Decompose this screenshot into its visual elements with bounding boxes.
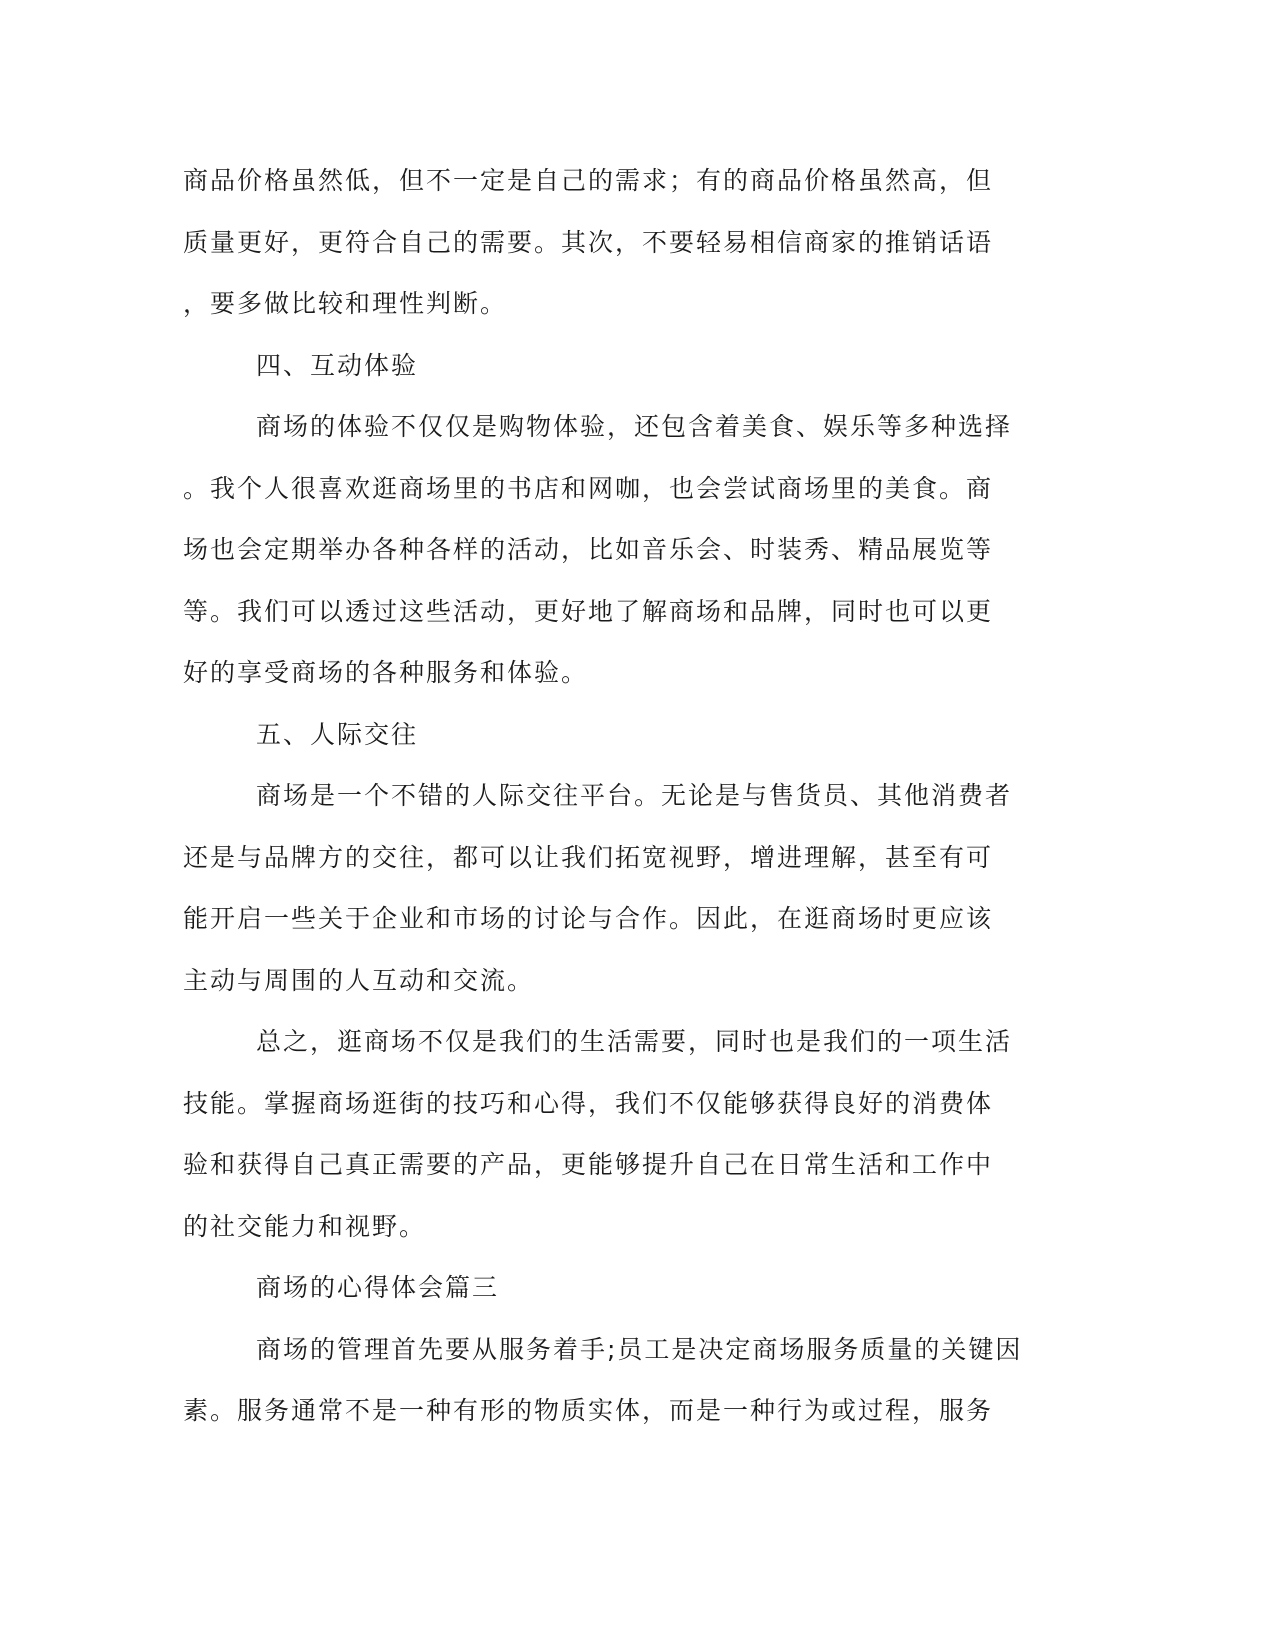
text-line: 素。服务通常不是一种有形的物质实体，而是一种行为或过程，服务 xyxy=(183,1396,994,1425)
text-line: 还是与品牌方的交往，都可以让我们拓宽视野，增进理解，甚至有可 xyxy=(183,842,994,872)
text-line: 四、互动体验 xyxy=(256,350,419,380)
text-line: 五、人际交往 xyxy=(256,719,419,749)
text-line: 商场是一个不错的人际交往平台。无论是与售货员、其他消费者 xyxy=(256,781,1013,810)
document-body xyxy=(183,158,1043,1450)
text-line: 等。我们可以透过这些活动，更好地了解商场和品牌，同时也可以更 xyxy=(183,596,994,626)
text-line: 商场的体验不仅仅是购物体验，还包含着美食、娱乐等多种选择 xyxy=(256,412,1013,441)
text-line: 的社交能力和视野。 xyxy=(183,1211,427,1241)
text-line: 商场的心得体会篇三 xyxy=(256,1273,500,1302)
text-line: 。我个人很喜欢逛商场里的书店和网咖，也会尝试商场里的美食。商 xyxy=(183,473,994,503)
text-line: ，要多做比较和理性判断。 xyxy=(183,289,508,318)
text-line: 主动与周围的人互动和交流。 xyxy=(183,965,535,995)
text-line: 商场的管理首先要从服务着手;员工是决定商场服务质量的关键因 xyxy=(256,1334,1023,1364)
text-line: 商品价格虽然低，但不一定是自己的需求；有的商品价格虽然高，但 xyxy=(183,166,994,195)
text-line: 总之，逛商场不仅是我们的生活需要，同时也是我们的一项生活 xyxy=(256,1027,1013,1056)
text-line: 验和获得自己真正需要的产品，更能够提升自己在日常生活和工作中 xyxy=(183,1150,994,1179)
text-line: 技能。掌握商场逛街的技巧和心得，我们不仅能够获得良好的消费体 xyxy=(183,1088,994,1118)
text-line: 好的享受商场的各种服务和体验。 xyxy=(183,658,589,687)
text-line: 场也会定期举办各种各样的活动，比如音乐会、时装秀、精品展览等 xyxy=(183,535,994,564)
text-line: 质量更好，更符合自己的需要。其次，不要轻易相信商家的推销话语 xyxy=(183,227,994,257)
text-line: 能开启一些关于企业和市场的讨论与合作。因此，在逛商场时更应该 xyxy=(183,904,994,933)
